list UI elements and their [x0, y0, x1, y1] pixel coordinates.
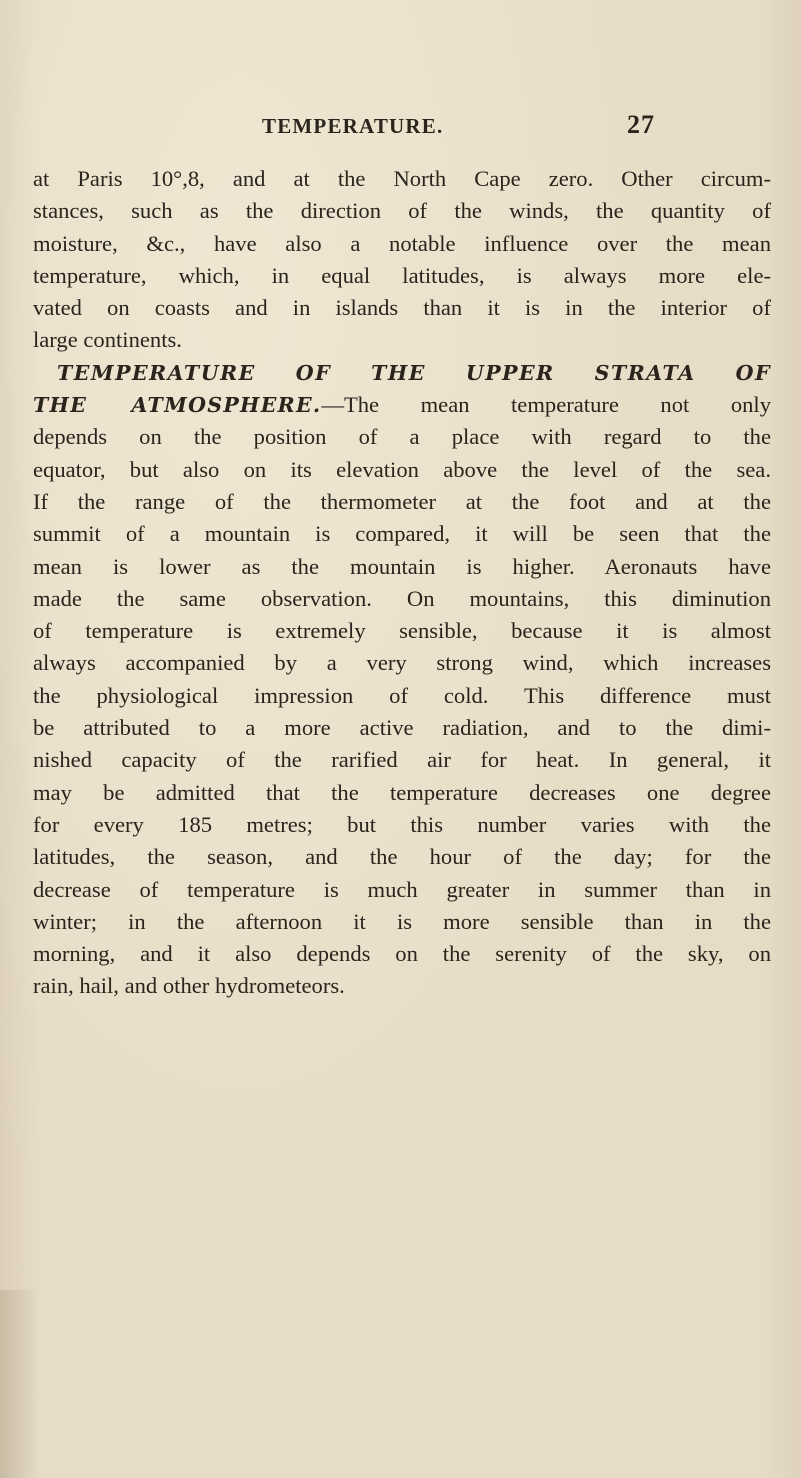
page-number: 27	[627, 110, 655, 139]
text-line: equator, but also on its elevation above the level of the sea.	[33, 456, 771, 482]
text-line: morning, and it also depends on the serenity of the sky, on	[33, 941, 771, 967]
text-line: made the same observation. On mountains, this diminution	[33, 585, 771, 611]
text-line: rain, hail, and other hydrometeors.	[33, 973, 345, 999]
text-line: the physiological impression of cold. This difference must	[33, 682, 771, 708]
text-line: at Paris 10°,8, and at the North Cape zero. Other circum-	[33, 166, 771, 191]
section-heading-continuation	[33, 389, 771, 421]
text-line: decrease of temperature is much greater in summer than in	[33, 876, 771, 902]
text-line: temperature, which, in equal latitudes, is always more ele-	[33, 262, 771, 288]
text-line: summit of a mountain is compared, it will be seen that the	[33, 521, 771, 547]
text-line: for every 185 metres; but this number varies with the	[33, 811, 771, 837]
text-line: of temperature is extremely sensible, because it is almost	[33, 618, 771, 644]
text-line: winter; in the afternoon it is more sensible than in the	[33, 908, 771, 934]
running-head	[0, 110, 801, 144]
text-line: vated on coasts and in islands than it is in the interior of	[33, 295, 771, 321]
text-line: large continents.	[33, 327, 182, 353]
section-heading-end: THE ATMOSPHERE.	[33, 393, 322, 418]
running-title: TEMPERATURE.	[262, 114, 444, 138]
text-line: latitudes, the season, and the hour of the day; for the	[33, 844, 771, 870]
text-line: may be admitted that the temperature decreases one degree	[33, 779, 771, 805]
heading-trailing-text: —The mean temperature not only	[321, 392, 771, 418]
text-line: nished capacity of the rarified air for heat. In general, it	[33, 747, 771, 773]
text-line: moisture, &c., have also a notable influence over the mean	[33, 230, 771, 256]
section-heading: TEMPERATURE OF THE UPPER STRATA OF	[57, 360, 771, 385]
text-line: depends on the position of a place with regard to the	[33, 424, 771, 450]
text-line: mean is lower as the mountain is higher. Aeronauts have	[33, 553, 771, 579]
body-text	[33, 163, 771, 1003]
text-line: stances, such as the direction of the winds, the quantity of	[33, 198, 771, 224]
page-edge-shadow	[0, 1290, 40, 1478]
text-line: always accompanied by a very strong wind, which increases	[33, 650, 771, 676]
text-line: If the range of the thermometer at the foot and at the	[33, 488, 771, 514]
text-line: be attributed to a more active radiation, and to the dimi-	[33, 715, 771, 741]
